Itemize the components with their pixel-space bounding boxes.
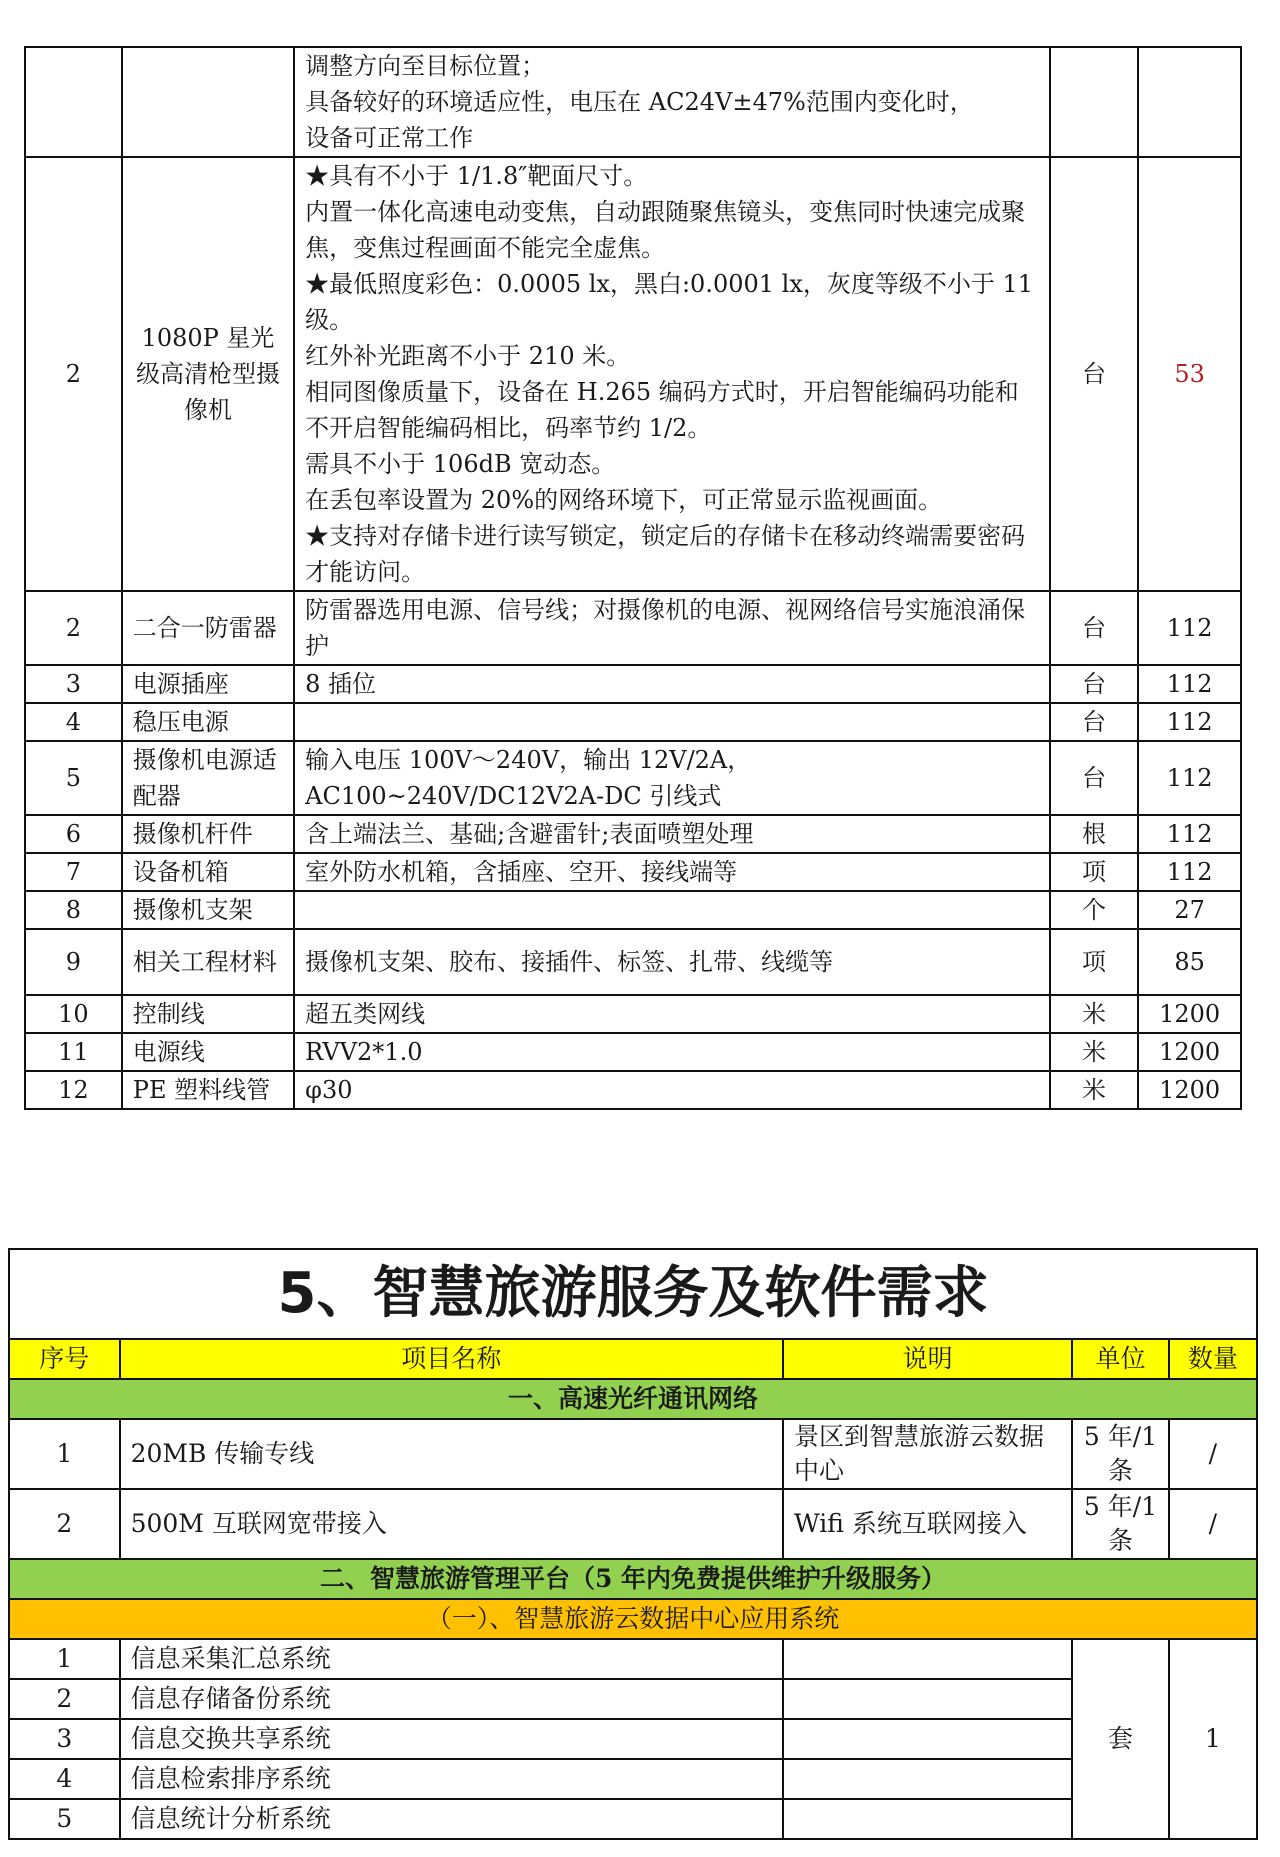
row-qty: / [1169, 1489, 1257, 1559]
row-name: 500M 互联网宽带接入 [120, 1489, 783, 1559]
row-unit: 根 [1050, 815, 1139, 853]
row-unit: 5 年/1 条 [1072, 1419, 1168, 1489]
row-no: 2 [25, 157, 122, 591]
row-desc: φ30 [294, 1071, 1050, 1109]
row-name: 电源线 [122, 1033, 294, 1071]
row-unit: 米 [1050, 1071, 1139, 1109]
row-no: 6 [25, 815, 122, 853]
row-qty: 53 [1138, 157, 1241, 591]
row-qty: 112 [1138, 665, 1241, 703]
row-name: 信息统计分析系统 [120, 1799, 783, 1839]
row-desc [294, 703, 1050, 741]
row-unit: 台 [1050, 157, 1139, 591]
row-qty [1138, 47, 1241, 157]
table-row [9, 1489, 1257, 1559]
row-name: PE 塑料线管 [122, 1071, 294, 1109]
table-row [25, 995, 1241, 1033]
table-row [25, 47, 1241, 157]
table-row [9, 1419, 1257, 1489]
section-heading-1: 一、高速光纤通讯网络 [9, 1379, 1257, 1419]
row-desc [783, 1679, 1072, 1719]
row-desc: 含上端法兰、基础;含避雷针;表面喷塑处理 [294, 815, 1050, 853]
row-qty: 112 [1138, 815, 1241, 853]
row-qty: 112 [1138, 591, 1241, 665]
row-unit: 项 [1050, 853, 1139, 891]
row-desc [783, 1639, 1072, 1679]
row-no: 4 [9, 1759, 120, 1799]
row-qty: 85 [1138, 929, 1241, 995]
header-row [9, 1339, 1257, 1379]
row-desc [783, 1719, 1072, 1759]
row-name: 摄像机支架 [122, 891, 294, 929]
row-qty: 27 [1138, 891, 1241, 929]
section-heading-2: 二、智慧旅游管理平台（5 年内免费提供维护升级服务） [9, 1559, 1257, 1599]
row-name [122, 47, 294, 157]
row-name: 控制线 [122, 995, 294, 1033]
row-desc [783, 1799, 1072, 1839]
table-row [25, 741, 1241, 815]
header-no: 序号 [9, 1339, 120, 1379]
row-unit: 台 [1050, 703, 1139, 741]
row-desc: 景区到智慧旅游云数据中心 [783, 1419, 1072, 1489]
row-no: 1 [9, 1639, 120, 1679]
row-unit: 个 [1050, 891, 1139, 929]
row-name: 信息检索排序系统 [120, 1759, 783, 1799]
header-name: 项目名称 [120, 1339, 783, 1379]
row-qty: 112 [1138, 703, 1241, 741]
table-row [25, 929, 1241, 995]
row-name: 摄像机电源适配器 [122, 741, 294, 815]
header-desc: 说明 [783, 1339, 1072, 1379]
row-name: 相关工程材料 [122, 929, 294, 995]
row-desc: 摄像机支架、胶布、接插件、标签、扎带、线缆等 [294, 929, 1050, 995]
row-no: 3 [25, 665, 122, 703]
section-row [9, 1379, 1257, 1419]
row-unit: 台 [1050, 741, 1139, 815]
row-qty: 1200 [1138, 995, 1241, 1033]
row-desc: 超五类网线 [294, 995, 1050, 1033]
row-no: 5 [25, 741, 122, 815]
row-name: 摄像机杆件 [122, 815, 294, 853]
row-unit [1050, 47, 1139, 157]
row-unit: 米 [1050, 1033, 1139, 1071]
row-unit: 台 [1050, 591, 1139, 665]
row-no: 12 [25, 1071, 122, 1109]
row-no [25, 47, 122, 157]
row-no: 2 [9, 1679, 120, 1719]
row-qty: / [1169, 1419, 1257, 1489]
row-qty: 112 [1138, 853, 1241, 891]
row-name: 电源插座 [122, 665, 294, 703]
table-row [9, 1719, 1257, 1759]
table-row [25, 815, 1241, 853]
row-qty: 1200 [1138, 1071, 1241, 1109]
group-unit: 套 [1072, 1639, 1168, 1839]
row-no: 1 [9, 1419, 120, 1489]
table-row [9, 1759, 1257, 1799]
row-qty: 112 [1138, 741, 1241, 815]
row-desc: 调整方向至目标位置； 具备较好的环境适应性，电压在 AC24V±47%范围内变化时， 设备可正常工作 [294, 47, 1050, 157]
table-row [25, 703, 1241, 741]
row-desc: 室外防水机箱，含插座、空开、接线端等 [294, 853, 1050, 891]
row-desc: 输入电压 100V～240V，输出 12V/2A，AC100~240V/DC12V2A-DC 引线式 [294, 741, 1050, 815]
row-name: 信息交换共享系统 [120, 1719, 783, 1759]
row-desc: 防雷器选用电源、信号线；对摄像机的电源、视网络信号实施浪涌保护 [294, 591, 1050, 665]
table-row [25, 157, 1241, 591]
row-qty: 1200 [1138, 1033, 1241, 1071]
table-row [25, 891, 1241, 929]
table-row [25, 1033, 1241, 1071]
table-row [25, 853, 1241, 891]
row-no: 4 [25, 703, 122, 741]
row-desc: RVV2*1.0 [294, 1033, 1050, 1071]
subsection-row [9, 1599, 1257, 1639]
row-name: 1080P 星光级高清枪型摄像机 [122, 157, 294, 591]
row-unit: 台 [1050, 665, 1139, 703]
row-no: 2 [9, 1489, 120, 1559]
row-no: 11 [25, 1033, 122, 1071]
row-no: 9 [25, 929, 122, 995]
row-unit: 项 [1050, 929, 1139, 995]
subsection-heading-1: （一）、智慧旅游云数据中心应用系统 [9, 1599, 1257, 1639]
row-desc: ★具有不小于 1/1.8″靶面尺寸。 内置一体化高速电动变焦，自动跟随聚焦镜头，变焦同时快速完成聚焦，变焦过程画面不能完全虚焦。 ★最低照度彩色：0.0005 lx，黑白:0.0001 lx，灰度等级不小于 11 级。 红外补光距离不小于 210 米。 相同图像质量下，设备在 H.265 编码方式时，开启智能编码功能和不开启智能编码相比，码率节约 1/2。 需具不小于 106dB 宽动态。 在丢包率设置为 20%的网络环境下，可正常显示监视画面。 ★支持对存储卡进行读写锁定，锁定后的存储卡在移动终端需要密码才能访问。 [294, 157, 1050, 591]
row-name: 信息存储备份系统 [120, 1679, 783, 1719]
header-unit: 单位 [1072, 1339, 1168, 1379]
row-name: 设备机箱 [122, 853, 294, 891]
row-name: 稳压电源 [122, 703, 294, 741]
row-name: 二合一防雷器 [122, 591, 294, 665]
section-row [9, 1559, 1257, 1599]
row-no: 3 [9, 1719, 120, 1759]
row-unit: 5 年/1 条 [1072, 1489, 1168, 1559]
table-row [25, 591, 1241, 665]
header-qty: 数量 [1169, 1339, 1257, 1379]
row-no: 5 [9, 1799, 120, 1839]
table-row [25, 665, 1241, 703]
row-no: 2 [25, 591, 122, 665]
row-desc [783, 1759, 1072, 1799]
row-no: 10 [25, 995, 122, 1033]
group-qty: 1 [1169, 1639, 1257, 1839]
row-desc [294, 891, 1050, 929]
software-requirements-table [8, 1248, 1258, 1840]
row-no: 7 [25, 853, 122, 891]
table-row [9, 1639, 1257, 1679]
row-name: 20MB 传输专线 [120, 1419, 783, 1489]
row-desc: Wifi 系统互联网接入 [783, 1489, 1072, 1559]
row-name: 信息采集汇总系统 [120, 1639, 783, 1679]
table-row [9, 1799, 1257, 1839]
row-no: 8 [25, 891, 122, 929]
section-title: 5、智慧旅游服务及软件需求 [9, 1249, 1257, 1339]
table-row [9, 1679, 1257, 1719]
row-desc: 8 插位 [294, 665, 1050, 703]
row-unit: 米 [1050, 995, 1139, 1033]
table-row [25, 1071, 1241, 1109]
equipment-table [24, 46, 1242, 1110]
